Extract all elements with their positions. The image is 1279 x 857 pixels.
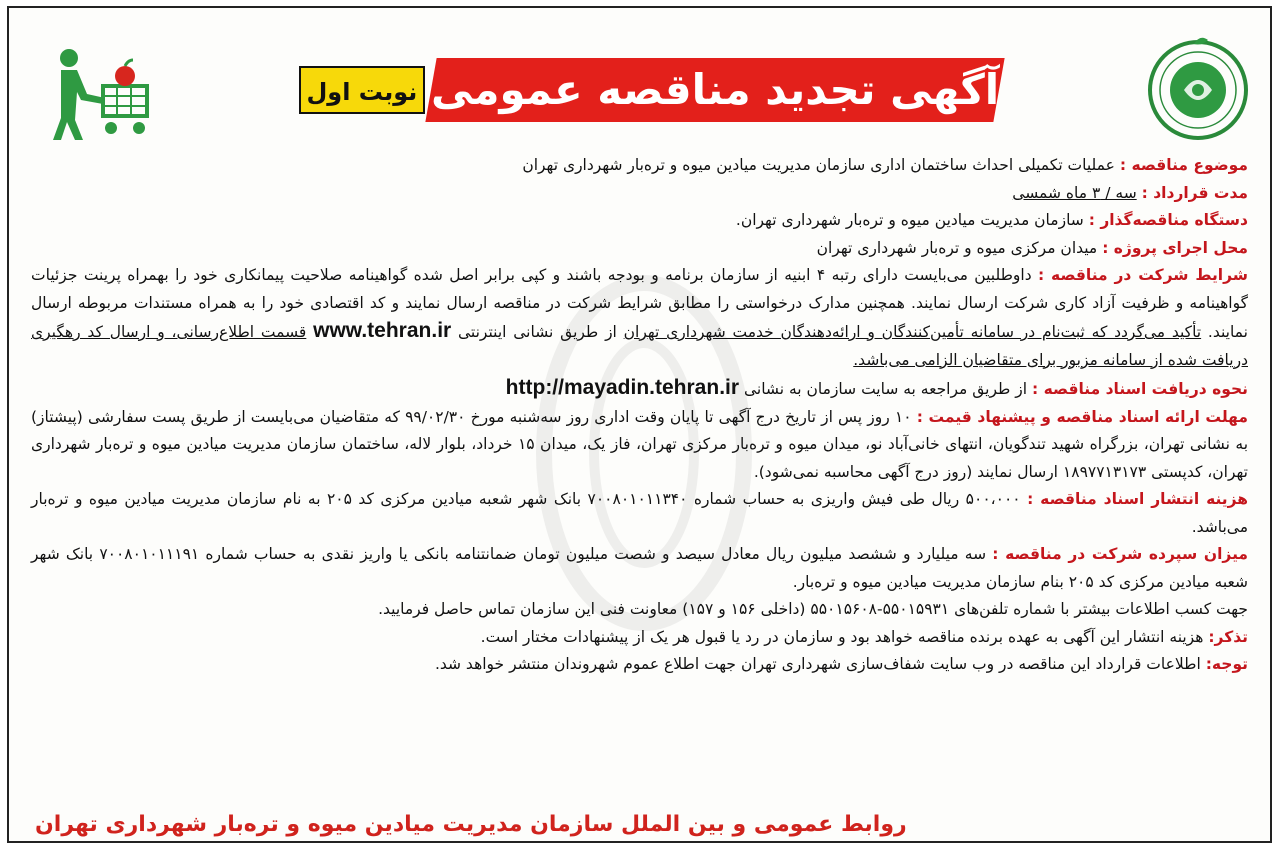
deposit-text: سه میلیارد و ششصد میلیون ریال معادل سیصد و شصت میلیون تومان ضمانتنامه بانکی یا واریز نقدی به حساب شماره ۷۰۰۸۰۱۰۱۱۱۹۱ بانک شهر شعبه میادین مرکزی کد ۲۰۵ بنام سازمان مدیریت میادین میوه و تره‌بار. bbox=[31, 545, 1248, 591]
shopping-cart-person-icon bbox=[39, 46, 154, 146]
notice-banner bbox=[299, 56, 999, 124]
organizer-text: سازمان مدیریت میادین میوه و تره‌بار شهرداری تهران. bbox=[735, 211, 1084, 229]
note-row bbox=[31, 651, 1248, 679]
conditions-label: شرایط شرکت در مناقصه : bbox=[1038, 266, 1248, 284]
notice-round-badge: نوبت اول bbox=[299, 66, 425, 114]
notice-header bbox=[9, 16, 1270, 146]
subject-label: موضوع مناقصه : bbox=[1119, 156, 1248, 174]
documents-label: نحوه دریافت اسناد مناقصه : bbox=[1032, 380, 1248, 398]
location-text: میدان مرکزی میوه و تره‌بار شهرداری تهران bbox=[816, 238, 1098, 257]
conditions-url-prefix: از طریق نشانی اینترنتی bbox=[458, 323, 617, 341]
subject-row bbox=[31, 152, 1248, 180]
conditions-emphasis: تأکید می‌گردد که ثبت‌نام در سامانه تأمین‌کنندگان و ارائه‌دهندگان خدمت شهرداری تهران bbox=[623, 323, 1202, 341]
conditions-requirement: قسمت اطلاع‌رسانی، و ارسال کد رهگیری دریافت شده از سامانه مزبور برای متقاضیان الزامی می‌باشد. bbox=[31, 323, 1248, 369]
duration-label: مدت قرارداد : bbox=[1141, 183, 1248, 202]
deposit-label: میزان سپرده شرکت در مناقصه : bbox=[992, 545, 1248, 563]
contact-text: جهت کسب اطلاعات بیشتر با شماره تلفن‌های ۵۵۰۱۵۹۳۱-۵۵۰۱۵۶۰۸ (داخلی ۱۵۶ و ۱۵۷) معاونت فنی این سازمان تماس حاصل فرمایید. bbox=[378, 600, 1248, 618]
duration-row bbox=[31, 180, 1248, 208]
notice-body bbox=[31, 152, 1248, 679]
tehran-website-link[interactable]: www.tehran.ir bbox=[313, 319, 452, 342]
deposit-row bbox=[31, 541, 1248, 596]
reminder-row bbox=[31, 624, 1248, 652]
deadline-label: مهلت ارائه اسناد مناقصه و پیشنهاد قیمت : bbox=[916, 407, 1248, 426]
municipality-fruit-logo-icon bbox=[1144, 34, 1252, 142]
organizer-label: دستگاه مناقصه‌گذار : bbox=[1088, 211, 1248, 229]
documents-row bbox=[31, 374, 1248, 404]
duration-text: سه / ۳ ماه شمسی bbox=[1012, 183, 1137, 202]
contact-row bbox=[31, 596, 1248, 624]
fee-row bbox=[31, 486, 1248, 541]
tender-notice bbox=[7, 6, 1272, 843]
public-relations-footer: روابط عمومی و بین الملل سازمان مدیریت میادین میوه و تره‌بار شهرداری تهران bbox=[35, 812, 907, 837]
reminder-text: هزینه انتشار این آگهی به عهده برنده مناقصه خواهد بود و سازمان در رد یا قبول هر یک از پیشنهادات مختار است. bbox=[480, 627, 1204, 646]
conditions-text: داوطلبین می‌بایست دارای رتبه ۴ ابنیه از سازمان برنامه و بودجه باشند و کپی برابر اصل شده گواهینامه صلاحیت پیمانکاری خود را بهمراه پرینت جزئیات گواهینامه و ظرفیت آزاد کاری شرکت ارسال نمایند. همچنین مدارک درخواستی را مطابق شرایط شرکت در مناقصه ارسال نمایند و کد اقتصادی خود را به همراه مستندات مربوطه ارسال نمایند. bbox=[31, 266, 1248, 341]
notice-title: آگهی تجدید مناقصه عمومی bbox=[425, 58, 1004, 122]
location-label: محل اجرای پروژه : bbox=[1102, 238, 1248, 257]
conditions-row bbox=[31, 262, 1248, 374]
deadline-row bbox=[31, 404, 1248, 487]
deadline-text: ۱۰ روز پس از تاریخ درج آگهی تا پایان وقت اداری روز سه‌شنبه مورخ ۹۹/۰۲/۳۰ که متقاضیان می‌بایست از طریق پست سفارشی (پیشتاز) به نشانی تهران، بزرگراه شهید تندگویان، انتهای خانی‌آباد نو، میدان میوه و تره‌بار مرکزی تهران، فاز یک، میدان ۱۵ خرداد، بلوار لاله، ساختمان سازمان مدیریت میادین میوه و تره‌بار شهرداری تهران، کدپستی ۱۸۹۷۷۱۳۱۷۳ ارسال نمایند (روز درج آگهی محاسبه نمی‌شود). bbox=[31, 407, 1249, 481]
note-label: توجه: bbox=[1205, 655, 1248, 673]
note-text: اطلاعات قرارداد این مناقصه در وب سایت شفاف‌سازی شهرداری تهران جهت اطلاع عموم شهروندان منتشر خواهد شد. bbox=[434, 655, 1201, 673]
reminder-label: تذکر: bbox=[1208, 627, 1248, 646]
location-row bbox=[31, 235, 1248, 263]
mayadin-website-link[interactable]: http://mayadin.tehran.ir bbox=[505, 376, 740, 399]
subject-text: عملیات تکمیلی احداث ساختمان اداری سازمان مدیریت میادین میوه و تره‌بار شهرداری تهران bbox=[522, 156, 1115, 174]
organizer-row bbox=[31, 207, 1248, 235]
documents-text: از طریق مراجعه به سایت سازمان به نشانی bbox=[743, 380, 1028, 398]
fee-text: ۵۰۰،۰۰۰ ریال طی فیش واریزی به حساب شماره ۷۰۰۸۰۱۰۱۱۳۴۰ بانک شهر شعبه میادین مرکزی کد ۲۰۵ به نام سازمان مدیریت میادین میوه و تره‌بار می‌باشد. bbox=[31, 490, 1248, 536]
fee-label: هزینه انتشار اسناد مناقصه : bbox=[1027, 490, 1249, 508]
